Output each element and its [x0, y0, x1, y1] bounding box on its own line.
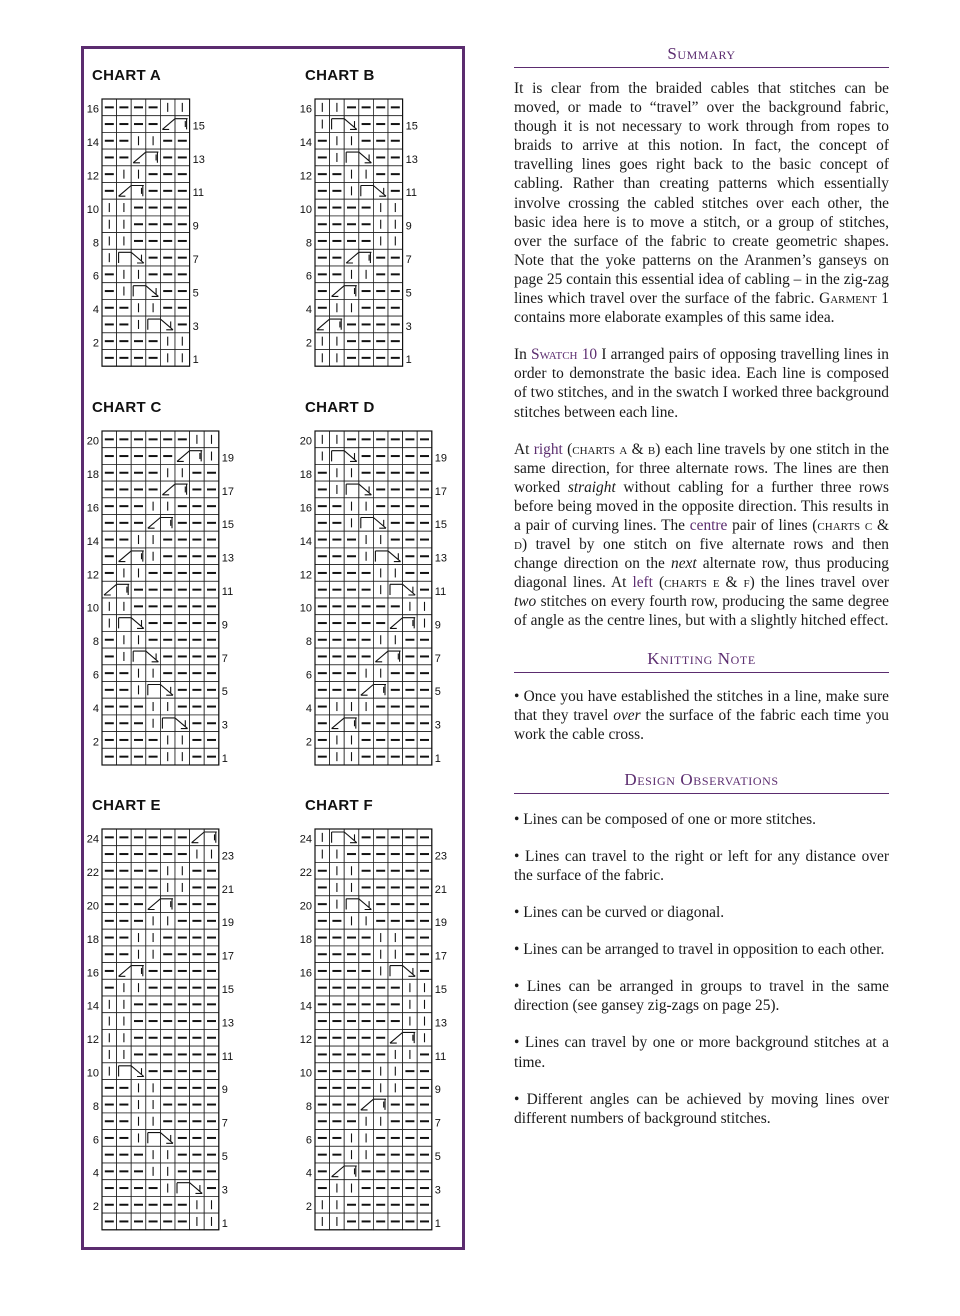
- stitch-cell: [373, 1096, 388, 1113]
- row-number: 13: [434, 552, 448, 565]
- p3-two: two: [514, 593, 537, 611]
- row-number: 7: [434, 652, 441, 665]
- row-number: 7: [434, 1117, 441, 1130]
- stitch-cell: [330, 316, 345, 333]
- chart-f-grid: [297, 829, 454, 1234]
- row-number: 14: [299, 137, 312, 150]
- centre-link[interactable]: centre: [689, 516, 728, 534]
- row-number: 11: [434, 586, 447, 598]
- stitch-cell: [403, 1029, 418, 1046]
- row-number: 1: [434, 753, 441, 765]
- design-bullet: • Lines can be curved or diagonal.: [514, 904, 725, 922]
- stitch-cell: [131, 1063, 146, 1080]
- row-number: 20: [86, 900, 99, 913]
- row-number: 14: [86, 535, 99, 548]
- chart-a-title: CHART A: [92, 67, 162, 84]
- row-number: 4: [305, 304, 312, 317]
- row-number: 9: [405, 220, 412, 233]
- p3-b: each line travels by one stitch in the same direction, for three alternate rows. The lines are then worked: [514, 440, 889, 496]
- summary-paragraph-2: [514, 345, 889, 421]
- stitch-cell: [131, 615, 146, 632]
- row-number: 4: [92, 702, 99, 715]
- row-number: 24: [299, 833, 312, 846]
- stitch-cell: [344, 1163, 359, 1180]
- row-number: 5: [405, 287, 412, 300]
- row-number: 15: [405, 120, 418, 133]
- row-number: 19: [221, 917, 235, 930]
- row-number: 9: [434, 619, 441, 632]
- stitch-cell: [146, 149, 161, 166]
- row-number: 19: [221, 452, 235, 465]
- row-number: 7: [221, 1117, 228, 1130]
- charts-ef-ref: (charts e & f): [658, 574, 755, 592]
- row-number: 11: [221, 586, 234, 598]
- row-number: 1: [221, 1217, 228, 1230]
- row-number: 13: [221, 1017, 235, 1030]
- row-number: 14: [299, 535, 312, 548]
- row-number: 9: [192, 220, 199, 233]
- row-number: 1: [405, 354, 412, 367]
- row-number: 14: [299, 1000, 312, 1013]
- design-observations-heading: Design Observations: [514, 770, 889, 794]
- stitch-cell: [175, 715, 190, 732]
- row-number: 2: [305, 736, 312, 749]
- chart-b-grid: [297, 99, 425, 370]
- row-number: 10: [299, 203, 312, 216]
- stitch-cell: [160, 682, 175, 699]
- charts-ab-ref: (charts a & b): [567, 440, 661, 458]
- row-number: 6: [305, 669, 312, 682]
- row-number: 10: [86, 203, 99, 216]
- p3-g: the lines travel over: [760, 574, 889, 592]
- garment-reference: Garment 1: [819, 290, 889, 308]
- stitch-cell: [175, 481, 190, 498]
- row-number: 15: [434, 519, 448, 532]
- row-number: 9: [434, 1084, 441, 1097]
- summary-paragraph-3: [514, 440, 889, 631]
- row-number: 2: [92, 736, 99, 749]
- row-number: 12: [299, 1034, 312, 1047]
- text-column: [514, 44, 889, 1146]
- kn-over: over: [613, 706, 641, 724]
- chart-d-title: CHART D: [305, 399, 375, 416]
- row-number: 11: [221, 1050, 234, 1063]
- row-number: 17: [434, 485, 448, 498]
- row-number: 3: [221, 1184, 228, 1197]
- row-number: 20: [299, 435, 312, 448]
- design-bullet: • Lines can travel to the right or left for any distance over the surface of the fabric.: [514, 847, 889, 884]
- stitch-cell: [160, 1130, 175, 1147]
- row-number: 5: [192, 287, 199, 300]
- row-number: 6: [92, 270, 99, 283]
- row-number: 20: [299, 900, 312, 913]
- design-bullet: • Lines can be arranged to travel in opposition to each other.: [514, 941, 885, 959]
- row-number: 19: [434, 917, 448, 930]
- chart-c-grid: [84, 431, 241, 769]
- stitch-cell: [373, 682, 388, 699]
- row-number: 10: [86, 1067, 99, 1080]
- row-number: 23: [221, 850, 235, 863]
- row-number: 16: [86, 103, 99, 116]
- row-number: 7: [405, 254, 412, 266]
- row-number: 3: [434, 1184, 441, 1197]
- stitch-cell: [388, 648, 403, 665]
- stitch-cell: [344, 448, 359, 465]
- row-number: 9: [221, 1084, 228, 1097]
- row-number: 6: [305, 270, 312, 283]
- row-number: 17: [221, 485, 235, 498]
- row-number: 8: [92, 237, 99, 250]
- row-number: 3: [192, 320, 199, 333]
- p3-h: stitches on every fourth row, producing the same degree of angle as the centre lines, but with a slightly hitched effect.: [514, 593, 889, 630]
- row-number: 8: [305, 237, 312, 250]
- summary-paragraph-1: [514, 79, 889, 327]
- chart-panel: [81, 46, 465, 1250]
- row-number: 15: [192, 120, 205, 133]
- row-number: 3: [221, 719, 228, 732]
- p3-straight: straight: [567, 478, 616, 496]
- row-number: 18: [86, 933, 99, 946]
- row-number: 13: [192, 153, 205, 166]
- stitch-cell: [160, 316, 175, 333]
- p3-a: At: [514, 440, 530, 458]
- stitch-cell: [131, 249, 146, 266]
- stitch-cell: [359, 249, 374, 266]
- p3-c: without cabling for a further three rows before being moved in the opposite direction. This results in a pair of curving lines. The: [514, 478, 889, 534]
- stitch-cell: [131, 963, 146, 980]
- row-number: 18: [299, 469, 312, 482]
- stitch-cell: [373, 183, 388, 200]
- design-bullet: • Lines can be composed of one or more stitches.: [514, 810, 816, 828]
- row-number: 2: [92, 337, 99, 350]
- row-number: 7: [221, 652, 228, 665]
- row-number: 8: [92, 1100, 99, 1113]
- stitch-cell: [146, 283, 161, 300]
- row-number: 8: [92, 636, 99, 649]
- row-number: 8: [305, 636, 312, 649]
- row-number: 4: [305, 702, 312, 715]
- chart-e-title: CHART E: [92, 797, 161, 814]
- row-number: 5: [434, 686, 441, 699]
- chart-b-title: CHART B: [305, 67, 375, 84]
- stitch-cell: [204, 829, 219, 846]
- stitch-cell: [403, 581, 418, 598]
- stitch-cell: [344, 829, 359, 846]
- row-number: 21: [434, 883, 448, 896]
- summary-p2-text: I arranged pairs of opposing travelling lines in order to demonstrate the basic idea. Each line is composed of two stitches, and in the swatch I worked three background stitches between each line.: [514, 346, 889, 421]
- row-number: 22: [299, 867, 312, 880]
- row-number: 1: [192, 354, 199, 367]
- row-number: 15: [221, 984, 235, 996]
- stitch-cell: [388, 548, 403, 565]
- row-number: 5: [434, 1151, 441, 1163]
- row-number: 16: [299, 967, 312, 980]
- stitch-cell: [175, 116, 190, 133]
- row-number: 2: [92, 1201, 99, 1214]
- p3-d: pair of lines: [732, 516, 808, 534]
- stitch-cell: [131, 548, 146, 565]
- stitch-cell: [146, 648, 161, 665]
- row-number: 13: [434, 1017, 448, 1030]
- row-number: 15: [221, 519, 235, 532]
- row-number: 12: [299, 569, 312, 582]
- row-number: 5: [221, 686, 228, 699]
- row-number: 16: [86, 502, 99, 515]
- row-number: 4: [305, 1167, 312, 1180]
- row-number: 6: [305, 1134, 312, 1147]
- row-number: 10: [299, 1067, 312, 1080]
- row-number: 17: [221, 950, 235, 963]
- stitch-cell: [373, 515, 388, 532]
- stitch-cell: [344, 283, 359, 300]
- stitch-cell: [190, 448, 205, 465]
- p3-e: travel by one stitch on five alternate rows and then change direction on the: [514, 536, 889, 573]
- row-number: 12: [299, 170, 312, 183]
- summary-heading: Summary: [514, 44, 889, 68]
- design-bullet: • Lines can travel by one or more background stitches at a time.: [514, 1034, 889, 1071]
- stitch-cell: [359, 149, 374, 166]
- chart-d-grid: [297, 431, 454, 769]
- stitch-cell: [344, 715, 359, 732]
- chart-c-title: CHART C: [92, 399, 162, 416]
- row-number: 1: [221, 753, 228, 765]
- row-number: 6: [92, 669, 99, 682]
- row-number: 16: [86, 967, 99, 980]
- chart-e-grid: [84, 829, 241, 1234]
- row-number: 7: [192, 254, 199, 266]
- knitting-note-bullet: [514, 687, 889, 744]
- row-number: 15: [434, 984, 448, 996]
- row-number: 14: [86, 1000, 99, 1013]
- stitch-cell: [160, 515, 175, 532]
- kn-end: the surface of the fabric each time you work the cable cross.: [514, 706, 889, 743]
- stitch-cell: [344, 116, 359, 133]
- row-number: 13: [405, 153, 418, 166]
- stitch-cell: [359, 481, 374, 498]
- summary-p2-start: In: [514, 346, 527, 364]
- knitting-note-heading: Knitting Note: [514, 649, 889, 673]
- design-bullet: • Different angles can be achieved by moving lines over different numbers of background stitches.: [514, 1090, 889, 1127]
- row-number: 20: [86, 435, 99, 448]
- p3-f: alternate row, thus producing diagonal lines. At: [514, 555, 889, 592]
- row-number: 22: [86, 867, 99, 880]
- row-number: 11: [192, 187, 205, 200]
- row-number: 18: [299, 933, 312, 946]
- design-bullet: • Lines can be arranged in groups to travel in the same direction (see gansey zig-zags on page 25).: [514, 978, 889, 1015]
- stitch-cell: [359, 896, 374, 913]
- summary-p1-text: It is clear from the braided cables that stitches can be moved, or made to “travel” over the background fabric, though it is not necessary to work through from ropes to braids to arrive at this notion. In fact, the concept of travelling lines goes right back to the basic concept of cabling. Rather than creating patterns which essentially involve crossing the cabled stitches over each other, the basic idea here is to move a stitch, or a group of stitches, over the surface of the fabric to create geometric shapes. Note that the yoke patterns on the Aranmen’s ganseys on page 25 contain this essential idea of cabling – in the zig-zag lines which travel over the surface of the fabric.: [514, 80, 889, 308]
- chart-a-grid: [84, 99, 212, 370]
- row-number: 4: [92, 1167, 99, 1180]
- row-number: 19: [434, 452, 448, 465]
- row-number: 2: [305, 1201, 312, 1214]
- summary-p1-end: contains more elaborate examples of this same idea.: [514, 309, 835, 327]
- chart-f-title: CHART F: [305, 797, 373, 814]
- stitch-cell: [160, 896, 175, 913]
- row-number: 4: [92, 304, 99, 317]
- row-number: 24: [86, 833, 99, 846]
- row-number: 9: [221, 619, 228, 632]
- row-number: 12: [86, 1034, 99, 1047]
- row-number: 1: [434, 1217, 441, 1230]
- kn-text: • Once you have established the stitches in a line, make sure that they travel: [514, 687, 889, 724]
- stitch-cell: [190, 1180, 205, 1197]
- stitch-cell: [117, 581, 132, 598]
- row-number: 12: [86, 569, 99, 582]
- row-number: 23: [434, 850, 448, 863]
- row-number: 16: [299, 103, 312, 116]
- row-number: 21: [221, 883, 235, 896]
- design-observations-list: [514, 810, 889, 1128]
- row-number: 11: [405, 187, 418, 200]
- row-number: 17: [434, 950, 448, 963]
- left-link[interactable]: left: [632, 574, 653, 592]
- stitch-cell: [403, 963, 418, 980]
- row-number: 8: [305, 1100, 312, 1113]
- row-number: 12: [86, 170, 99, 183]
- row-number: 13: [221, 552, 235, 565]
- row-number: 3: [405, 320, 412, 333]
- row-number: 3: [434, 719, 441, 732]
- right-link[interactable]: right: [533, 440, 563, 458]
- row-number: 10: [299, 602, 312, 615]
- row-number: 14: [86, 137, 99, 150]
- row-number: 11: [434, 1050, 447, 1063]
- stitch-cell: [403, 615, 418, 632]
- row-number: 2: [305, 337, 312, 350]
- row-number: 6: [92, 1134, 99, 1147]
- row-number: 10: [86, 602, 99, 615]
- row-number: 5: [221, 1151, 228, 1163]
- row-number: 16: [299, 502, 312, 515]
- row-number: 18: [86, 469, 99, 482]
- charts-cd-ref: (charts c & d): [514, 516, 890, 554]
- swatch-link[interactable]: Swatch 10: [531, 346, 598, 364]
- stitch-cell: [131, 183, 146, 200]
- p3-next: next: [671, 555, 697, 573]
